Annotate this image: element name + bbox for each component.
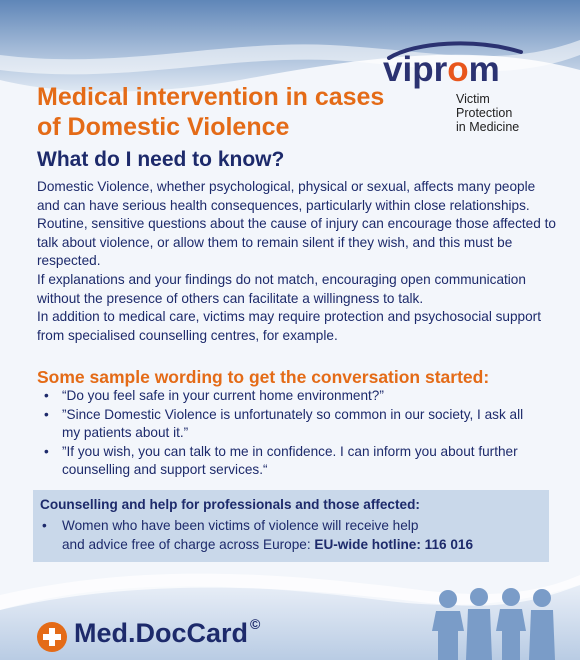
medical-cross-icon	[37, 622, 67, 652]
intro-paragraph: If explanations and your findings do not match, encouraging open communication without the presence of others can facilitate a willingness to talk.	[37, 271, 526, 306]
page-subtitle: What do I need to know?	[37, 148, 285, 171]
list-item: • ”Since Domestic Violence is unfortunately so common in our society, I ask all my patients about it.”	[38, 406, 548, 443]
brand-name: Med.DocCard ©	[74, 616, 261, 648]
people-group-icon	[428, 585, 563, 660]
hotline-number: EU-wide hotline: 116 016	[314, 536, 474, 552]
intro-paragraph: Domestic Violence, whether psychological, physical or sexual, affects many people and can have serious health consequences, particularly within close relationships. Routine, sensitive questions about the cause of injury can encourage those affected to talk about violence, or allow them to remain silent if they wish, and this must be respected.	[37, 179, 556, 269]
sample-wording-list	[38, 387, 548, 480]
intro-paragraph: In addition to medical care, victims may require protection and psychosocial support from specialised counselling centres, for example.	[37, 309, 541, 343]
logo-tagline: Victim Protection in Medicine	[456, 92, 520, 134]
intro-text	[37, 178, 557, 345]
list-item: • Women who have been victims of violence will receive help and advice free of charge across Europe: EU-wide hotline: 116 016	[40, 517, 540, 554]
sample-wording-heading: Some sample wording to get the conversation started:	[37, 367, 490, 387]
list-item: • ”If you wish, you can talk to me in confidence. I can inform you about further counselling and support services.“	[38, 443, 548, 480]
logo-wordmark: viprom	[383, 50, 500, 89]
list-item: • “Do you feel safe in your current home environment?”	[38, 387, 548, 406]
help-box	[33, 490, 549, 562]
viprom-logo	[383, 48, 543, 134]
page-title: Medical intervention in cases of Domestic Violence	[37, 83, 385, 141]
help-heading: Counselling and help for professionals and those affected:	[40, 497, 420, 512]
help-list	[40, 517, 540, 554]
